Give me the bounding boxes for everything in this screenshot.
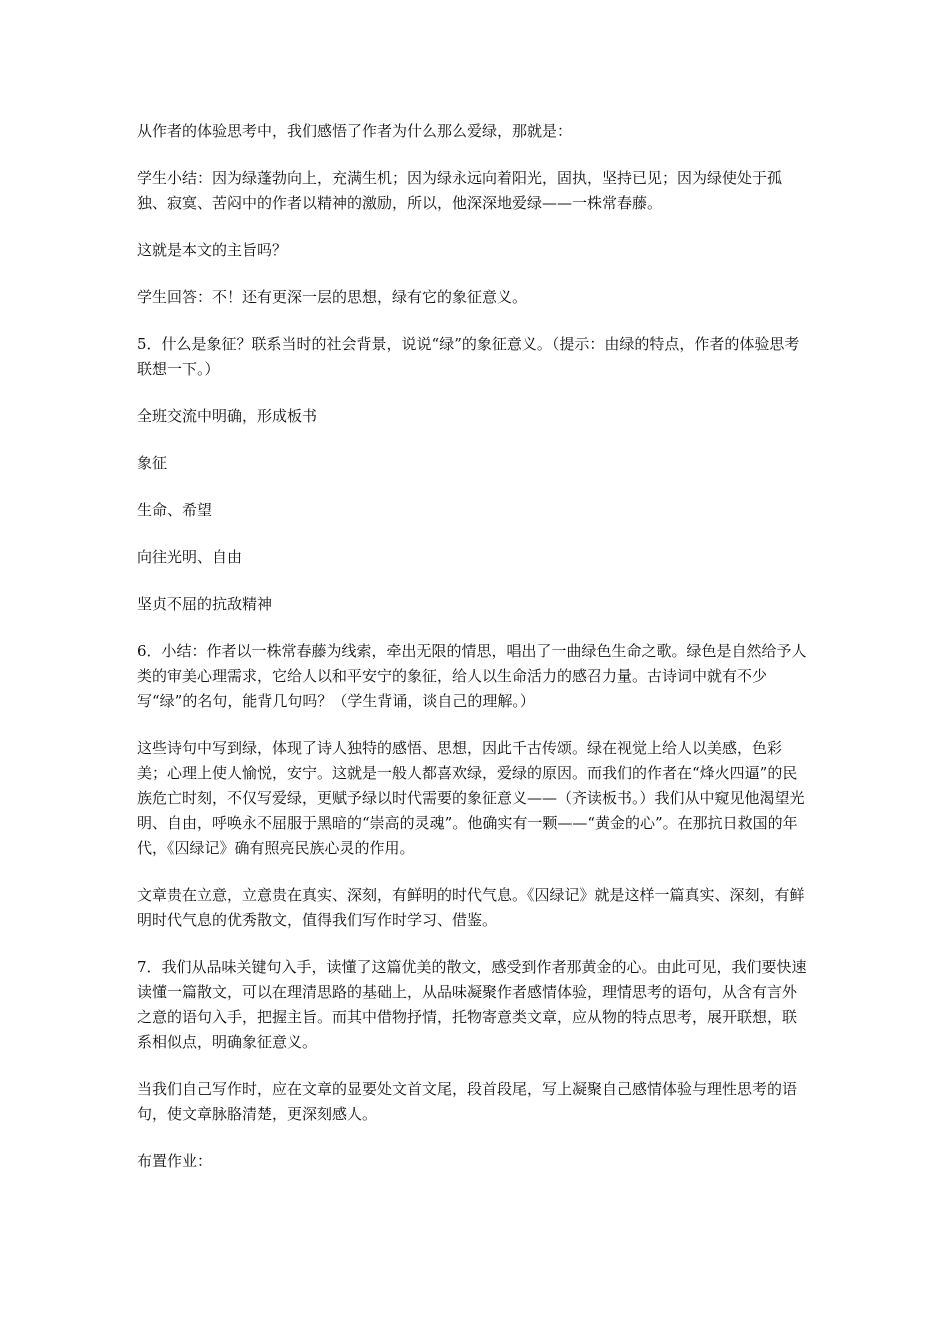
- board-note-light-freedom: 向往光明、自由: [137, 548, 243, 566]
- paragraph-point-7: 7．我们从品味关键句入手，读懂了这篇优美的散文，感受到作者那黄金的心。由此可见，我们要快速读懂一篇散文，可以在理清思路的基础上，从品味凝聚作者感情体验，理情思考的语句，从含有言外之意的语句入手，把握主旨。而其中借物抒情，托物寄意类文章，应从物的特点思考，展开联想，联系相似点，明确象征意义。: [137, 958, 807, 1051]
- paragraph-writing-intent: 文章贵在立意，立意贵在真实、深刻，有鲜明的时代气息。《囚绿记》就是这样一篇真实、深刻，有鲜明时代气息的优秀散文，值得我们写作时学习、借鉴。: [137, 886, 805, 929]
- paragraph-writing-advice: 当我们自己写作时，应在文章的显要处文首文尾，段首段尾，写上凝聚自己感情体验与理性思考的语句，使文章脉胳清楚，更深刻感人。: [137, 1080, 798, 1123]
- board-note-symbol: 象征: [137, 454, 168, 472]
- paragraph-question-5: 5．什么是象征？联系当时的社会背景，说说“绿”的象征意义。（提示：由绿的特点，作者的体验思考联想一下。）: [137, 335, 800, 378]
- paragraph-theme-question: 这就是本文的主旨吗？: [137, 241, 288, 259]
- paragraph-experience-reflection: 从作者的体验思考中，我们感悟了作者为什么那么爱绿，那就是：: [137, 122, 573, 140]
- paragraph-poetry-analysis: 这些诗句中写到绿，体现了诗人独特的感悟、思想，因此千古传颂。绿在视觉上给人以美感，色彩美；心理上使人愉悦，安宁。这就是一般人都喜欢绿，爱绿的原因。而我们的作者在“烽火四逼”的民族危亡时刻，不仅写爱绿，更赋予绿以时代需要的象征意义——（齐读板书。）我们从中窥见他渴望光明、自由，呼唤永不屈服于黑暗的“崇高的灵魂”。他确实有一颗——“黄金的心”。在那抗日救国的年代，《囚绿记》确有照亮民族心灵的作用。: [137, 739, 805, 857]
- paragraph-student-summary: 学生小结：因为绿蓬勃向上，充满生机；因为绿永远向着阳光，固执，坚持已见；因为绿使处于孤独、寂寞、苦闷中的作者以精神的激励，所以，他深深地爱绿——一株常春藤。: [137, 169, 783, 212]
- board-note-life-hope: 生命、希望: [137, 501, 213, 519]
- board-note-resistance-spirit: 坚贞不屈的抗敌精神: [137, 595, 273, 613]
- paragraph-summary-6: 6．小结：作者以一株常春藤为线索，牵出无限的情思，唱出了一曲绿色生命之歌。绿色是自然给予人类的审美心理需求，它给人以和平安宁的象征，给人以生命活力的感召力量。古诗词中就有不少写“绿”的名句，能背几句吗？（学生背诵，谈自己的理解。）: [137, 642, 807, 710]
- paragraph-student-answer: 学生回答：不！还有更深一层的思想，绿有它的象征意义。: [137, 288, 528, 306]
- paragraph-class-discussion: 全班交流中明确，形成板书: [137, 407, 318, 425]
- paragraph-homework-heading: 布置作业：: [137, 1152, 213, 1170]
- document-page: [137, 119, 809, 1174]
